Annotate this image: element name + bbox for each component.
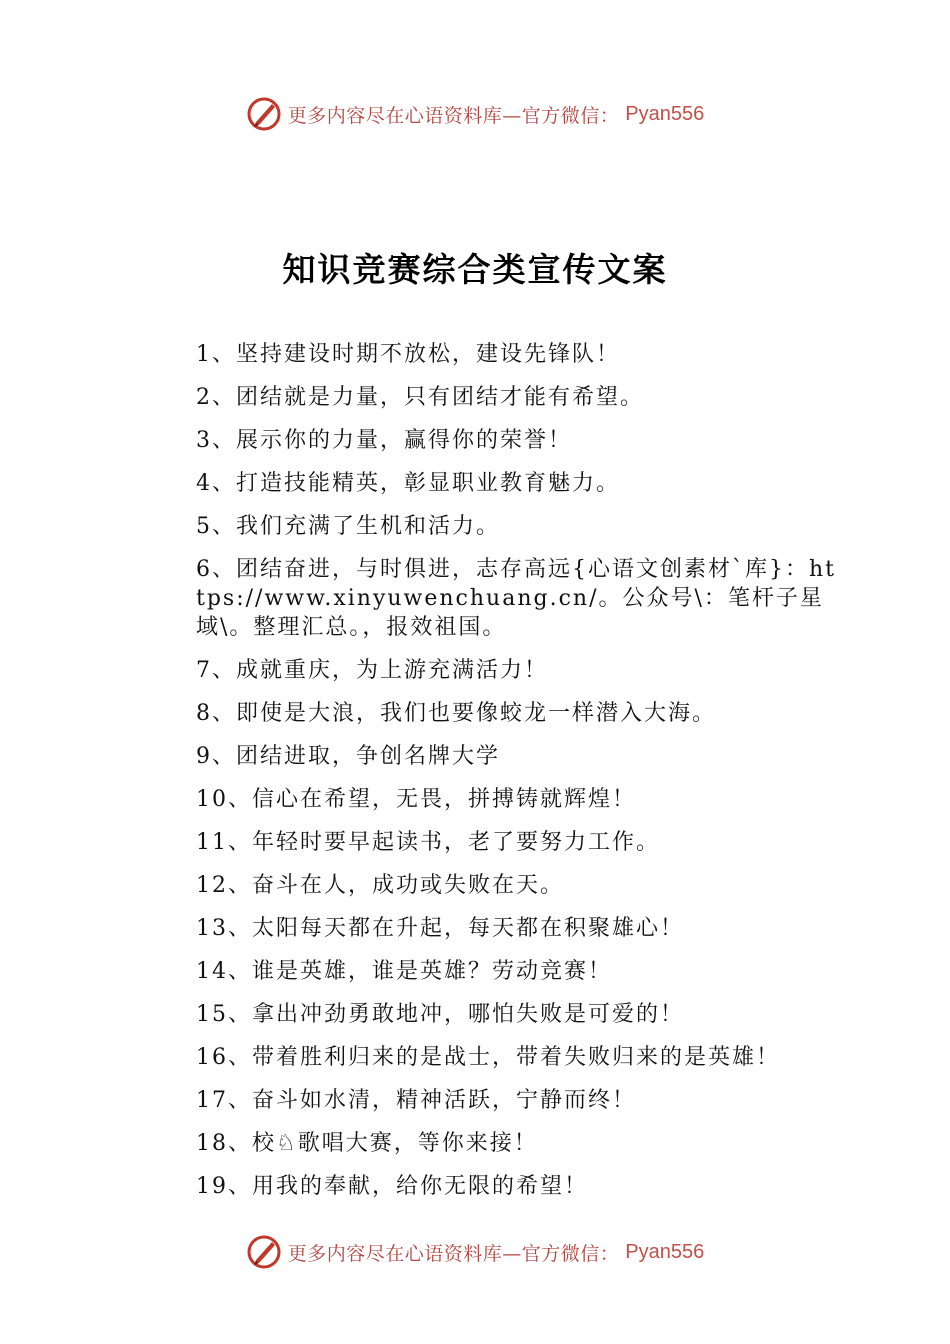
list-item: 11、年轻时要早起读书，老了要努力工作。 xyxy=(196,830,660,855)
list-item: 10、信心在希望，无畏，拼搏铸就辉煌！ xyxy=(196,787,636,812)
header-banner xyxy=(0,92,950,136)
list-item: 5、我们充满了生机和活力。 xyxy=(196,514,500,539)
list-item: 17、奋斗如水清，精神活跃，宁静而终！ xyxy=(196,1088,636,1113)
banner-wechat-id: Pyan556 xyxy=(625,1240,705,1263)
footer-banner xyxy=(0,1230,950,1274)
list-item: 12、奋斗在人，成功或失败在天。 xyxy=(196,873,564,898)
red-pen-circle-icon xyxy=(246,96,282,132)
list-item: 13、太阳每天都在升起，每天都在积聚雄心！ xyxy=(196,916,684,941)
list-item: 18、校♘歌唱大赛，等你来接！ xyxy=(196,1131,538,1156)
list-item: 1、坚持建设时期不放松，建设先锋队！ xyxy=(196,342,620,367)
document-title: 知识竞赛综合类宣传文案 xyxy=(282,250,668,289)
list-item: 4、打造技能精英，彰显职业教育魅力。 xyxy=(196,471,620,496)
list-item: 15、拿出冲劲勇敢地冲，哪怕失败是可爱的！ xyxy=(196,1002,684,1027)
list-item: 3、展示你的力量，赢得你的荣誉！ xyxy=(196,428,572,453)
banner-text: 更多内容尽在心语资料库—官方微信： xyxy=(287,104,620,127)
list-item: 7、成就重庆，为上游充满活力！ xyxy=(196,658,548,683)
slogan-list xyxy=(196,340,836,1215)
red-pen-circle-icon xyxy=(246,1234,282,1270)
list-item: 14、谁是英雄，谁是英雄？劳动竞赛！ xyxy=(196,959,612,984)
banner-wechat-id: Pyan556 xyxy=(625,102,705,125)
list-item: 9、团结进取，争创名牌大学 xyxy=(196,744,500,769)
list-item: 6、团结奋进，与时俱进，志存高远{心语文创素材`库}：https://www.xinyuwenchuang.cn/。公众号\：笔杆子星域\。整理汇总。，报效祖国。 xyxy=(196,557,837,640)
banner-text: 更多内容尽在心语资料库—官方微信： xyxy=(287,1242,620,1265)
list-item: 19、用我的奉献，给你无限的希望！ xyxy=(196,1174,588,1199)
list-item: 16、带着胜利归来的是战士，带着失败归来的是英雄！ xyxy=(196,1045,780,1070)
list-item: 2、团结就是力量，只有团结才能有希望。 xyxy=(196,385,644,410)
list-item: 8、即使是大浪，我们也要像蛟龙一样潜入大海。 xyxy=(196,701,716,726)
